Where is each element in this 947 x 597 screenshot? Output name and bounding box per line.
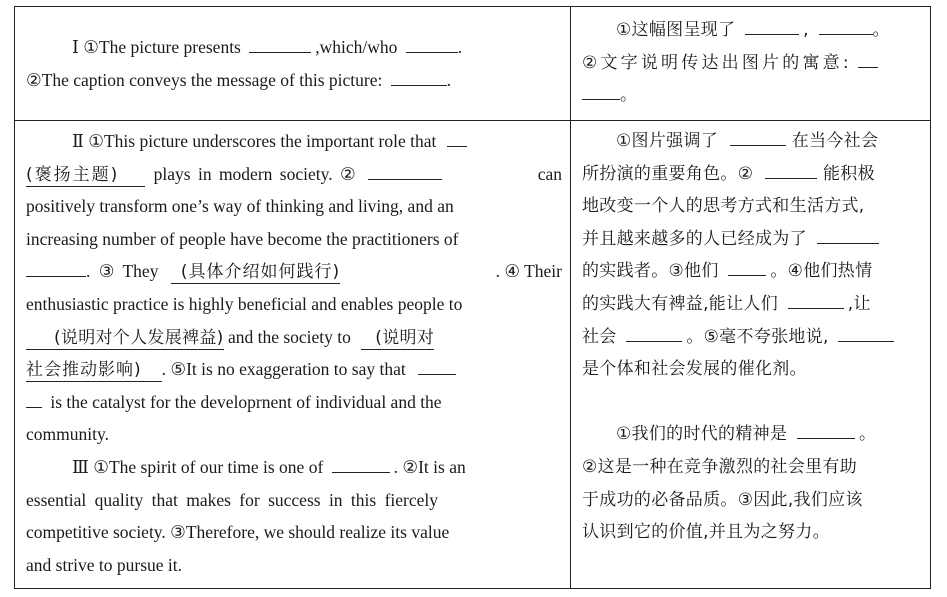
s3-zh-line2: ②这是一种在竞争激烈的社会里有助 (582, 456, 858, 477)
spacer (582, 386, 924, 419)
blank[interactable] (819, 16, 873, 35)
blank[interactable] (447, 128, 467, 147)
blank[interactable] (728, 257, 766, 276)
s2-en-line6: enthusiastic practice is highly beneficial and enables people to (26, 293, 463, 314)
blank[interactable] (858, 49, 878, 68)
blank[interactable] (838, 323, 894, 342)
s2-zh-line4: 并且越来越多的人已经成为了 (582, 223, 924, 256)
s3-zh-line4: 认识到它的价值,并且为之努力。 (582, 522, 830, 543)
section2-english (26, 125, 562, 581)
s2-en-line1: Ⅱ ①This picture underscores the important role that (26, 125, 562, 158)
blank[interactable] (817, 225, 879, 244)
section1-english (26, 31, 558, 96)
blank[interactable] (626, 323, 682, 342)
s2-zh-line2: 所扮演的重要角色。② 能积极 (582, 158, 924, 191)
column-divider (570, 6, 571, 589)
s3-zh-line3: 于成功的必备品质。③因此,我们应该 (582, 489, 863, 510)
blank[interactable] (406, 34, 458, 53)
section2-chinese (582, 125, 924, 549)
blank[interactable] (797, 420, 855, 439)
s2-en-line7: (说明对个人发展裨益) and the society to (说明对 (26, 321, 562, 354)
s2-zh-line1: ①图片强调了 在当今社会 (582, 125, 924, 158)
blank[interactable] (391, 67, 447, 86)
s3-en-line4: and strive to pursue it. (26, 554, 183, 575)
s2-zh-line8: 是个体和社会发展的催化剂。 (582, 359, 807, 380)
blank[interactable] (745, 16, 799, 35)
s2-zh-line3: 地改变一个人的思考方式和生活方式, (582, 196, 865, 217)
blank[interactable] (788, 290, 844, 309)
s1-zh-line2: ②文字说明传达出图片的寓意: (582, 47, 924, 80)
s1-zh-line1: ①这幅图呈现了 , 。 (582, 14, 924, 47)
section1-chinese (582, 14, 924, 112)
blank[interactable] (249, 34, 311, 53)
blank[interactable] (26, 389, 42, 408)
s2-en-line9: is the catalyst for the developrnent of individual and the (26, 386, 562, 419)
blank[interactable] (418, 356, 456, 375)
s3-zh-line1: ①我们的时代的精神是 。 (582, 418, 924, 451)
s1-zh-line3: 。 (582, 79, 924, 112)
blank[interactable] (368, 161, 442, 180)
blank[interactable] (332, 454, 390, 473)
s1-en-line2: ②The caption conveys the message of this picture: . (26, 64, 558, 97)
row-divider (14, 120, 931, 121)
s2-zh-line5: 的实践者。③他们 。④他们热情 (582, 255, 924, 288)
s3-en-line1: Ⅲ ①The spirit of our time is one of . ②It is an (26, 451, 562, 484)
s2-en-line4: increasing number of people have become the practitioners of (26, 228, 459, 249)
blank[interactable] (26, 258, 86, 277)
blank[interactable] (765, 160, 817, 179)
s1-en-line1: Ⅰ ①The picture presents ,which/who . (26, 31, 558, 64)
s2-en-line2: (褒扬主题) plays in modern society. ② can (26, 158, 562, 191)
s2-en-line8: 社会推动影响) . ⑤It is no exaggeration to say that (26, 353, 562, 386)
s3-en-line2: essential quality that makes for success in this fiercely (26, 489, 439, 510)
blank[interactable] (730, 127, 786, 146)
blank[interactable] (582, 81, 620, 100)
s3-en-line3: competitive society. ③Therefore, we should realize its value (26, 522, 450, 543)
s2-zh-line6: 的实践大有裨益,能让人们 ,让 (582, 288, 924, 321)
s2-en-line10: community. (26, 424, 109, 445)
s2-zh-line7: 社会 。⑤毫不夸张地说, (582, 321, 924, 354)
s2-en-line3: positively transform one’s way of thinking and living, and an (26, 196, 454, 217)
s2-en-line5: . ③ They (具体介绍如何践行) . ④ Their (26, 255, 562, 288)
